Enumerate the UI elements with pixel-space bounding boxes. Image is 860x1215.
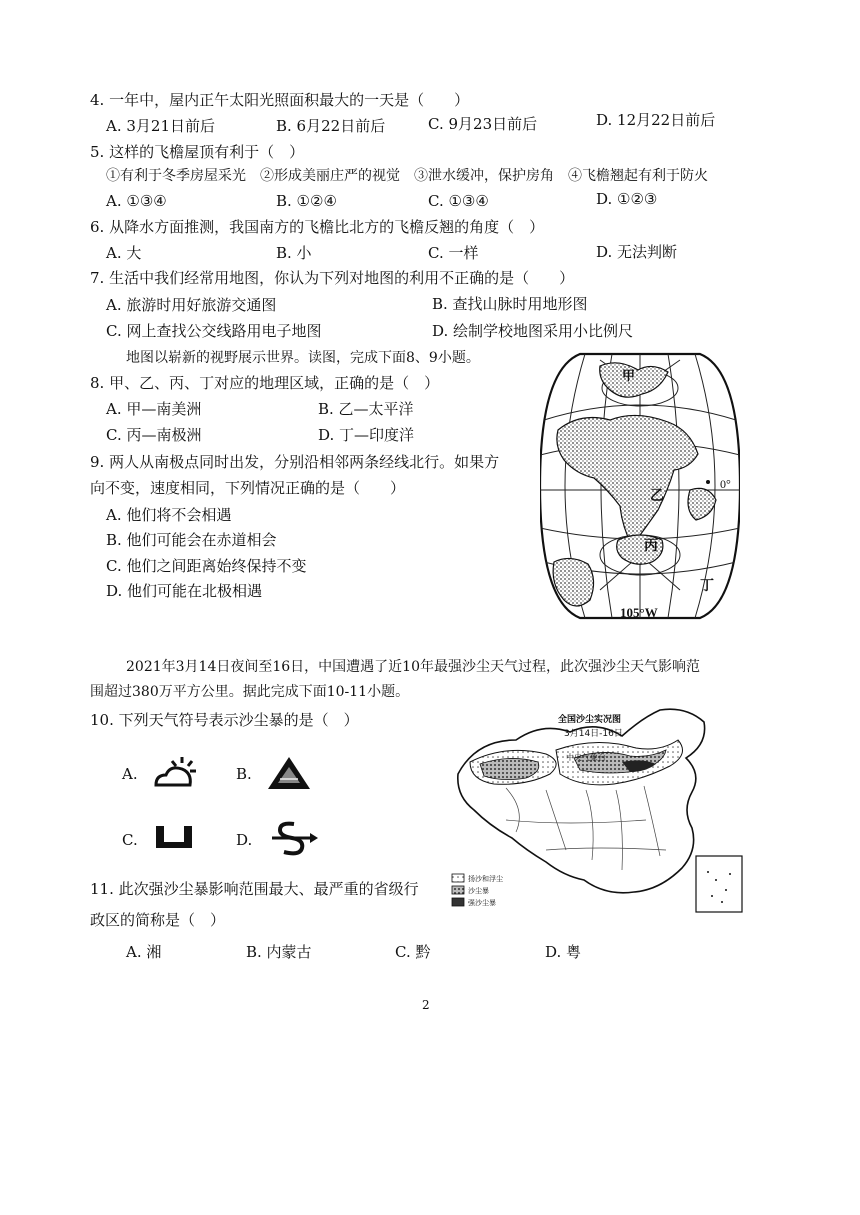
q4-option-d: D. 12月22日前后 [596,111,716,129]
q5-option-a: A. ①③④ [106,192,167,210]
intro-q10-q11-line1: 2021年3月14日夜间至16日，中国遭遇了近10年最强沙尘天气过程，此次强沙尘天气影响范 [126,659,700,675]
legend-floating-dust: 扬沙和浮尘 [468,875,503,883]
world-map-figure [540,350,740,622]
q5-option-c: C. ①③④ [428,192,489,210]
q7-option-b: B. 查找山脉时用地形图 [432,295,588,313]
map-label-longitude: 105°W [620,605,658,620]
q9-option-d: D. 他们可能在北极相遇 [106,582,263,600]
q7-option-c: C. 网上查找公交线路用电子地图 [106,322,322,340]
q9-stem-line2: 向不变，速度相同，下列情况正确的是（ ） [90,479,406,497]
q9-option-b: B. 他们可能会在赤道相会 [106,531,277,549]
map-label-yi: 乙 [650,489,664,504]
q10-option-d: D. [236,831,253,849]
legend-sandstorm: 沙尘暴 [468,887,489,895]
china-dust-map-figure [446,700,752,918]
intro-q10-q11-line2: 围超过380万平方公里。据此完成下面10-11小题。 [90,684,410,700]
legend-strong-sandstorm: 强沙尘暴 [468,899,496,907]
q8-option-b: B. 乙—太平洋 [318,400,414,418]
dust-triangle-icon [266,755,312,791]
q4-stem: 4. 一年中，屋内正午太阳光照面积最大的一天是（ ） [90,91,470,109]
q5-option-d: D. ①②③ [596,190,658,208]
q8-option-c: C. 丙—南极洲 [106,426,202,444]
map-label-jia: 甲 [622,368,636,383]
dust-map-source: 中央气象台 [566,753,606,762]
page-number: 2 [422,998,430,1012]
q4-option-c: C. 9月23日前后 [428,115,538,133]
map-label-ding: 丁 [700,579,714,594]
q10-stem: 10. 下列天气符号表示沙尘暴的是（ ） [90,711,359,729]
sandstorm-s-arrow-icon [266,818,322,858]
u-shape-icon [152,822,198,852]
q10-option-b: B. [236,765,252,783]
map-label-bing: 丙 [644,539,658,554]
q6-option-a: A. 大 [106,244,142,262]
map-label-zero: 0° [720,477,731,491]
intro-q8-q9: 地图以崭新的视野展示世界。读图，完成下面8、9小题。 [126,350,480,366]
q5-option-b: B. ①②④ [276,192,337,210]
q10-option-c: C. [122,831,138,849]
sun-cloud-icon [152,753,200,793]
q4-option-a: A. 3月21日前后 [106,117,215,135]
q11-option-d: D. 粤 [545,943,582,961]
dust-map-date: 3月14日-16日 [564,729,623,739]
dust-map-title: 全国沙尘实况图 [558,715,622,725]
q7-option-a: A. 旅游时用好旅游交通图 [106,296,277,314]
q8-stem: 8. 甲、乙、丙、丁对应的地理区域，正确的是（ ） [90,374,440,392]
q9-stem-line1: 9. 两人从南极点同时出发，分别沿相邻两条经线北行。如果方 [90,453,500,471]
q8-option-a: A. 甲—南美洲 [106,400,202,418]
q7-stem: 7. 生活中我们经常用地图，你认为下列对地图的利用不正确的是（ ） [90,269,575,287]
q5-stem: 5. 这样的飞檐屋顶有利于（ ） [90,143,305,161]
q11-option-b: B. 内蒙古 [246,943,312,961]
q11-option-c: C. 黔 [395,943,431,961]
q11-option-a: A. 湘 [126,943,162,961]
q7-option-d: D. 绘制学校地图采用小比例尺 [432,322,634,340]
q5-statements: ①有利于冬季房屋采光 ②形成美丽庄严的视觉 ③泄水缓冲，保护房角 ④飞檐翘起有利于防火 [106,168,708,184]
q6-option-d: D. 无法判断 [596,243,678,261]
q8-option-d: D. 丁—印度洋 [318,426,415,444]
q9-option-a: A. 他们将不会相遇 [106,506,232,524]
q9-option-c: C. 他们之间距离始终保持不变 [106,557,307,575]
q6-option-c: C. 一样 [428,244,479,262]
q11-stem-line1: 11. 此次强沙尘暴影响范围最大、最严重的省级行 [90,880,419,898]
q4-option-b: B. 6月22日前后 [276,117,386,135]
q6-option-b: B. 小 [276,244,312,262]
q11-stem-line2: 政区的简称是（ ） [90,911,226,929]
q10-option-a: A. [122,765,138,783]
q6-stem: 6. 从降水方面推测，我国南方的飞檐比北方的飞檐反翘的角度（ ） [90,218,545,236]
